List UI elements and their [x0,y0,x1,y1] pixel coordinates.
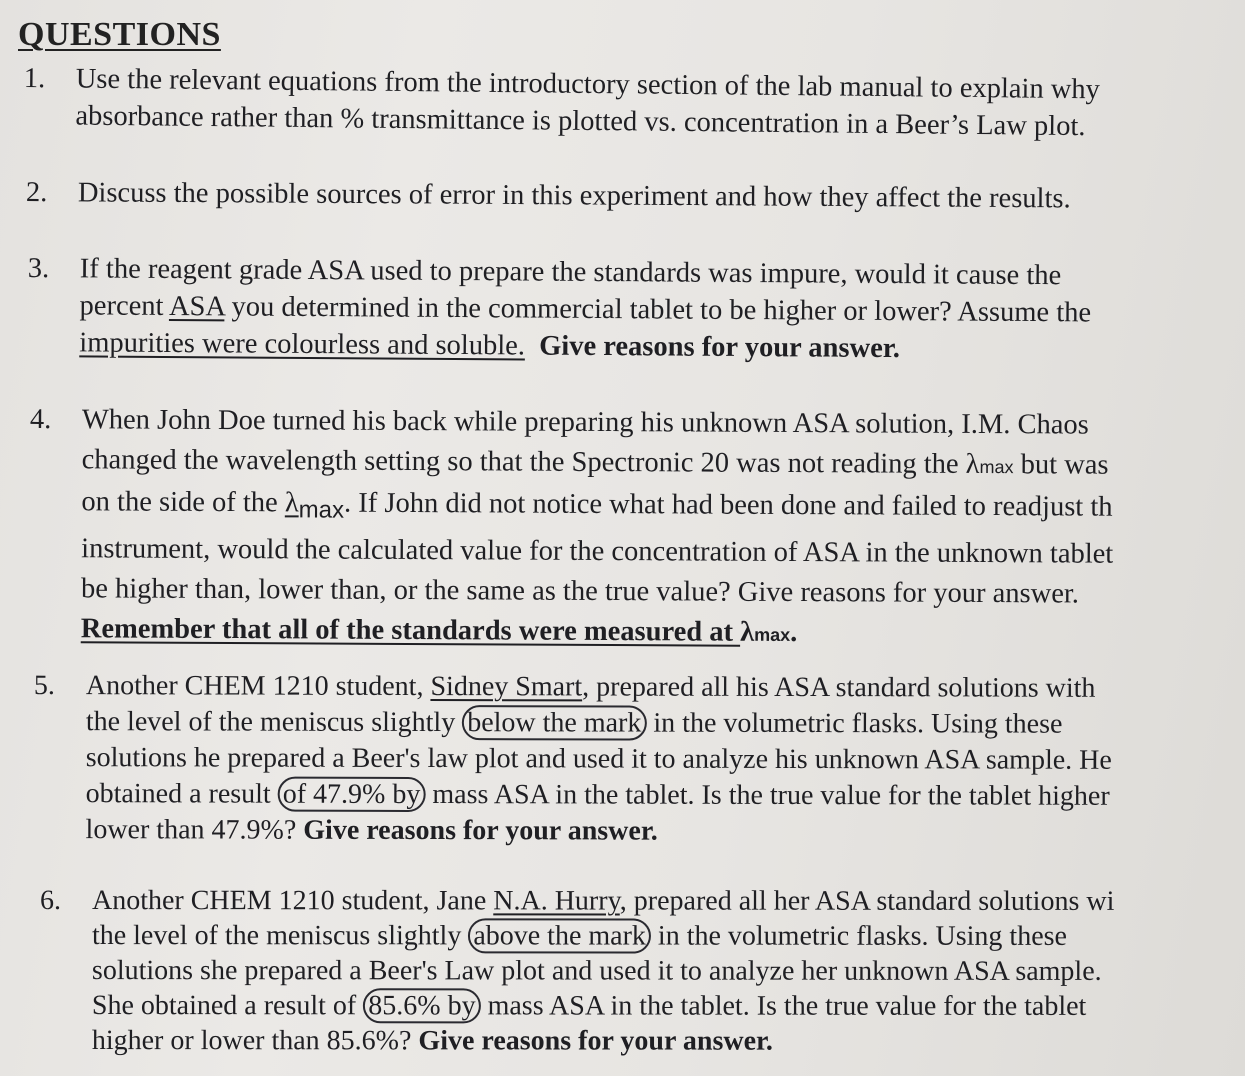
question-4 [29,400,1114,657]
underlined-text: Sidney Smart [430,671,583,703]
question-line: When John Doe turned his back while preparing his unknown ASA solution, I.M. Chaos [81,404,1089,441]
bold-instruction: Give reasons for your answer. [303,814,658,847]
circled-text: below the mark [462,705,646,740]
question-6 [40,883,1115,1059]
question-line: solutions she prepared a Beer's Law plot and used it to analyze her unknown ASA sample. [91,955,1102,987]
question-line: absorbance rather than % transmittance is plotted vs. concentration in a Beer’s Law plot. [75,100,1086,143]
question-3 [27,250,1091,368]
question-line [30,440,1114,488]
question-line: Use the relevant equations from the introductory section of the lab manual to explain why [75,63,1101,106]
lambda-subscript: max [979,456,1014,478]
question-number: 3. [27,252,50,285]
question-line: Discuss the possible sources of error in this experiment and how they affect the results. [77,177,1071,215]
underlined-text: impurities were colourless and soluble. [79,327,526,362]
question-2 [26,174,1071,217]
text-run: Another CHEM 1210 student, [85,670,431,703]
question-line [40,918,1114,954]
lambda-subscript: max [298,496,345,524]
text-run: percent [79,290,170,322]
underlined-text: ASA [168,290,225,323]
text-run: the level of the meniscus slightly [91,920,469,952]
question-line [34,704,1112,743]
bold-instruction: Remember that all of the standards were measured at [80,613,741,648]
lambda-symbol: λ [740,616,755,648]
text-run: She obtained a result of [91,990,364,1022]
circled-text: 85.6% by [363,988,480,1023]
bold-instruction: Give reasons for your answer. [418,1025,773,1057]
question-line [40,883,1114,919]
text-run: Another CHEM 1210 student, Jane [91,885,494,917]
text-run: in the volumetric flasks. Using these [650,920,1067,952]
question-line: solutions he prepared a Beer's law plot and used it to analyze his unknown ASA sample. He [85,742,1112,776]
underlined-text: N.A. Hurry [493,885,620,917]
question-line [29,482,1113,535]
question-line: be higher than, lower than, or the same as the true value? Give reasons for your answer. [80,573,1080,610]
text-run: mass ASA in the tablet. Is the true value for the tablet [480,990,1087,1022]
text-run: . If John did not notice what had been done and failed to readjust th [343,487,1113,523]
text-run: mass ASA in the tablet. Is the true value for the tablet higher [425,779,1110,812]
question-line [29,609,1113,657]
question-line: instrument, would the calculated value for the concentration of ASA in the unknown tablet [81,533,1114,570]
question-number: 6. [39,885,61,917]
question-line [34,812,1112,851]
text-run: obtained a result [85,778,278,810]
question-1 [23,60,1100,145]
text-run: lower than 47.9%? [85,814,304,846]
question-number: 2. [25,176,48,209]
underlined-text [284,487,345,524]
question-5 [34,668,1113,851]
question-number: 5. [33,670,55,702]
text-run: but was [1013,449,1109,481]
question-number: 4. [29,403,52,436]
text-run: you determined in the commercial tablet to be higher or lower? Assume the [224,291,1092,329]
period: . [790,616,798,649]
text-run: higher or lower than 85.6%? [91,1025,419,1057]
question-line [34,668,1112,707]
question-line [40,1023,1114,1059]
question-line [27,324,1091,368]
lambda-symbol: λ [284,487,299,519]
circled-text: above the mark [468,918,651,953]
page-heading: QUESTIONS [18,16,221,53]
question-line [34,776,1112,815]
text-run: changed the wavelength setting so that the Spectronic 20 was not reading the [81,444,966,480]
text-run: in the volumetric flasks. Using these [646,707,1063,740]
question-line [40,988,1114,1024]
lambda-subscript: max [754,624,791,645]
text-run: , prepared all her ASA standard solutions wi [619,885,1115,917]
text-run: the level of the meniscus slightly [85,706,463,739]
lambda-symbol: λ [965,448,980,480]
text-run: on the side of the [81,486,285,519]
circled-text: of 47.9% by [278,777,426,812]
question-line: If the reagent grade ASA used to prepare the standards was impure, would it cause the [79,253,1062,292]
question-number: 1. [23,62,46,95]
bold-instruction: Give reasons for your answer. [539,330,901,365]
text-run: , prepared all his ASA standard solutions with [582,671,1096,704]
